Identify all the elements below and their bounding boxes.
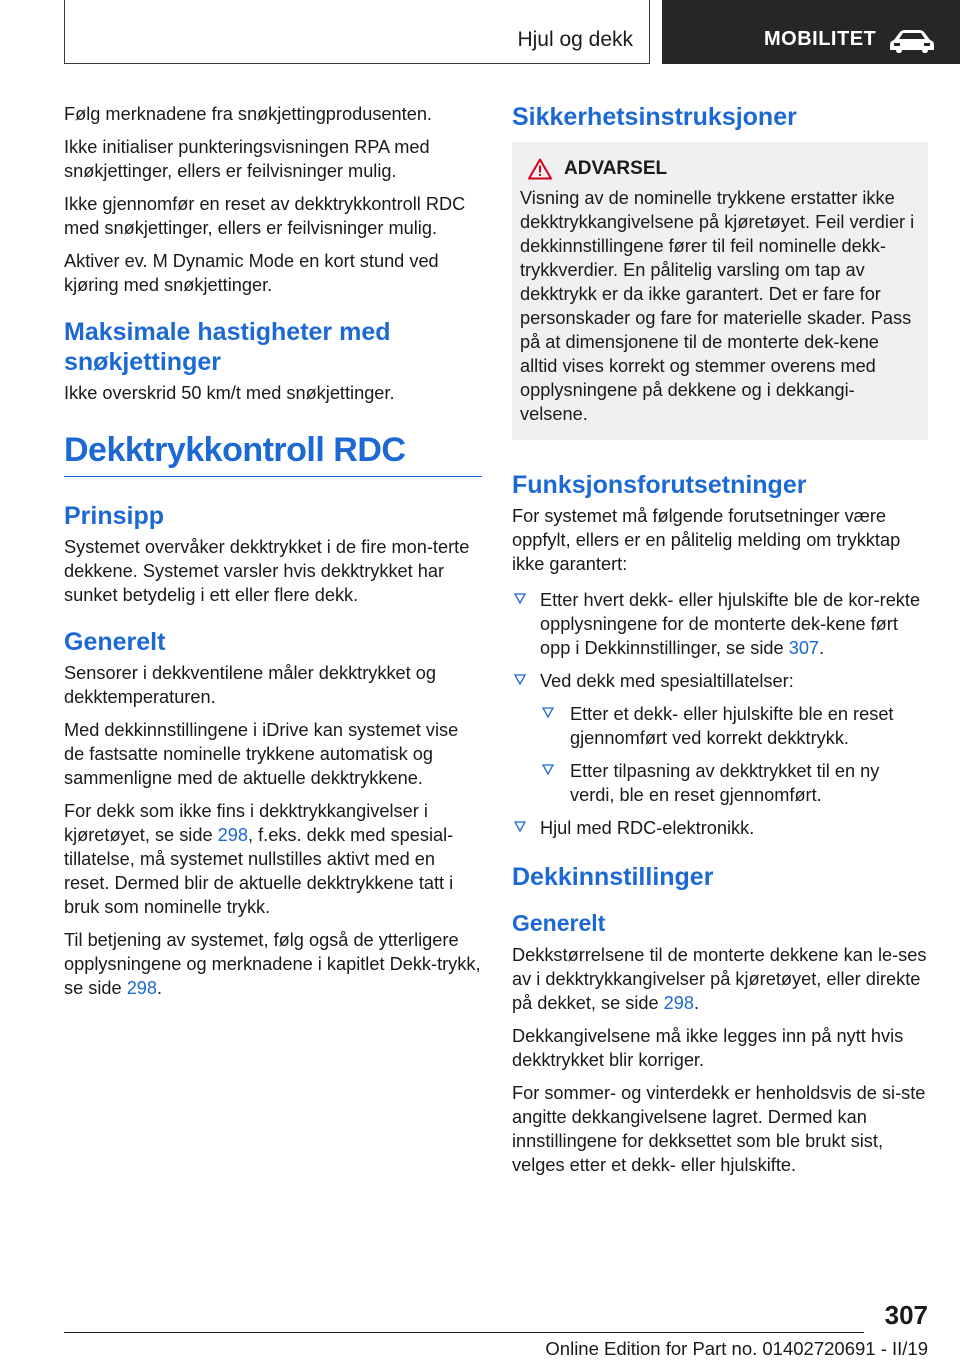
page-link[interactable]: 298 bbox=[217, 825, 248, 845]
header-section-box bbox=[662, 0, 960, 64]
heading-sikkerhet: Sikkerhetsinstruksjoner bbox=[512, 103, 797, 131]
prinsipp-text: Systemet overvåker dekktrykket i de fire mon-terte dekkene. Systemet varsler hvis dekktrykket har sunket betydelig i ett eller flere dekk. bbox=[64, 537, 470, 605]
text-segment: Etter hvert dekk- eller hjulskifte ble de kor-rekte opplysningene for de monterte dek-kene ført opp i Dekkinnstillinger, se side bbox=[540, 590, 921, 658]
list-item-text: Etter tilpasning av dekktrykket til en ny verdi, ble en reset gjennomført. bbox=[570, 761, 880, 805]
intro-paragraph: Følg merknadene fra snøkjettingprodusenten. bbox=[64, 104, 432, 124]
chapter-title: Hjul og dekk bbox=[517, 28, 633, 51]
triangle-bullet-icon bbox=[514, 674, 526, 686]
sub-list bbox=[540, 702, 928, 807]
intro-paragraph: Aktiver ev. M Dynamic Mode en kort stund ved kjøring med snøkjettinger. bbox=[64, 251, 439, 295]
text-segment: . bbox=[157, 978, 163, 998]
list-item bbox=[512, 588, 928, 660]
warning-box bbox=[512, 142, 928, 440]
list-item bbox=[512, 816, 928, 840]
page-link[interactable]: 298 bbox=[126, 978, 158, 998]
list-item bbox=[512, 669, 928, 807]
text-segment: Til betjening av systemet, følg også de ytterligere opplysningene og merknadene i kapitlet Dekk-trykk, se side bbox=[64, 930, 481, 998]
sub-list-item bbox=[540, 702, 928, 750]
text-segment: . bbox=[694, 993, 700, 1013]
generelt-paragraph-3 bbox=[64, 799, 482, 919]
page-link[interactable]: 298 bbox=[663, 993, 695, 1013]
warning-header bbox=[528, 158, 918, 180]
triangle-bullet-icon bbox=[542, 707, 554, 719]
triangle-bullet-icon bbox=[514, 821, 526, 833]
warning-icon bbox=[528, 158, 552, 180]
left-column bbox=[64, 102, 482, 1009]
list-item-text: Ved dekk med spesialtillatelser: bbox=[540, 671, 794, 691]
requirements-list bbox=[512, 588, 928, 840]
dekk-paragraph-3: For sommer- og vinterdekk er henholdsvis de si-ste angitte dekkangivelsene lagret. Dermed kan innstillingene for dekksettet som ble brukt sist, velges etter et dekk- eller hjulskifte. bbox=[512, 1083, 926, 1175]
warning-label: ADVARSEL bbox=[564, 158, 668, 179]
dekk-paragraph-2: Dekkangivelsene må ikke legges inn på nytt hvis dekktrykket blir korriger. bbox=[512, 1026, 904, 1070]
heading-max-speed: Maksimale hastigheter med snøkjettinger bbox=[64, 318, 391, 376]
right-column bbox=[512, 102, 928, 1186]
triangle-bullet-icon bbox=[542, 764, 554, 776]
section-title: MOBILITET bbox=[764, 28, 877, 50]
max-speed-text: Ikke overskrid 50 km/t med snøkjettinger. bbox=[64, 383, 395, 403]
generelt-paragraph-4 bbox=[64, 928, 482, 1000]
text-segment: , f.eks. dekk med spesial-tillatelse, må systemet nullstilles aktivt med en reset. Dermed blir de aktuelle dekktrykkene tatt i bruk som nominelle trykk. bbox=[64, 825, 454, 917]
footer-divider bbox=[64, 1332, 864, 1333]
heading-prinsipp: Prinsipp bbox=[64, 502, 165, 530]
dekk-paragraph-1 bbox=[512, 943, 928, 1015]
intro-paragraph: Ikke initialiser punkteringsvisningen RPA med snøkjettinger, ellers er feilvisninger mulig. bbox=[64, 137, 430, 181]
text-segment: . bbox=[819, 638, 825, 658]
heading-dekkinnstillinger: Dekkinnstillinger bbox=[512, 863, 714, 891]
list-item-text: Etter et dekk- eller hjulskifte ble en reset gjennomført ved korrekt dekktrykk. bbox=[570, 704, 894, 748]
edition-text: Online Edition for Part no. 01402720691 - II/19 bbox=[545, 1338, 928, 1359]
triangle-bullet-icon bbox=[514, 593, 526, 605]
page-number: 307 bbox=[884, 1300, 928, 1330]
car-icon bbox=[888, 28, 936, 54]
sub-list-item bbox=[540, 759, 928, 807]
generelt-paragraph-1: Sensorer i dekkventilene måler dekktrykket og dekktemperaturen. bbox=[64, 663, 437, 707]
funksjon-text: For systemet må følgende forutsetninger være oppfylt, ellers er en pålitelig melding om trykktap ikke garantert: bbox=[512, 506, 901, 574]
heading-rdc: Dekktrykkontroll RDC bbox=[64, 431, 482, 477]
heading-funksjon: Funksjonsforutsetninger bbox=[512, 471, 807, 499]
list-item-text: Hjul med RDC-elektronikk. bbox=[540, 818, 755, 838]
text-segment: Dekkstørrelsene til de monterte dekkene kan le-ses av i dekktrykkangivelser på kjøretøyet, eller direkte på dekket, se side bbox=[512, 945, 927, 1013]
warning-text: Visning av de nominelle trykkene erstatter ikke dekktrykkangivelsene på kjøretøyet. Feil verdier i dekkinnstillingene fører til feil nominelle dekk-trykkverdier. En pålitelig varsling om tap av dekktrykk er da ikke garantert. Det er fare for personskader og fare for materielle skader. Pass på at dimensjonene til de monterte dek-kene alltid vises korrekt og stemmer overens med opplysningene på dekkene og i dekkangi-velsene. bbox=[520, 188, 915, 424]
heading-generelt: Generelt bbox=[64, 628, 166, 656]
page-link[interactable]: 307 bbox=[788, 638, 820, 658]
intro-paragraph: Ikke gjennomfør en reset av dekktrykkontroll RDC med snøkjettinger, ellers er feilvisninger mulig. bbox=[64, 194, 466, 238]
text-segment: For dekk som ikke fins i dekktrykkangivelser i kjøretøyet, se side bbox=[64, 801, 428, 845]
generelt-paragraph-2: Med dekkinnstillingene i iDrive kan systemet vise de fastsatte nominelle trykkene automatisk og sammenligne med de aktuelle dekktrykkene. bbox=[64, 720, 459, 788]
heading-generelt-sub: Generelt bbox=[512, 910, 606, 936]
header-chapter-box bbox=[64, 0, 650, 64]
